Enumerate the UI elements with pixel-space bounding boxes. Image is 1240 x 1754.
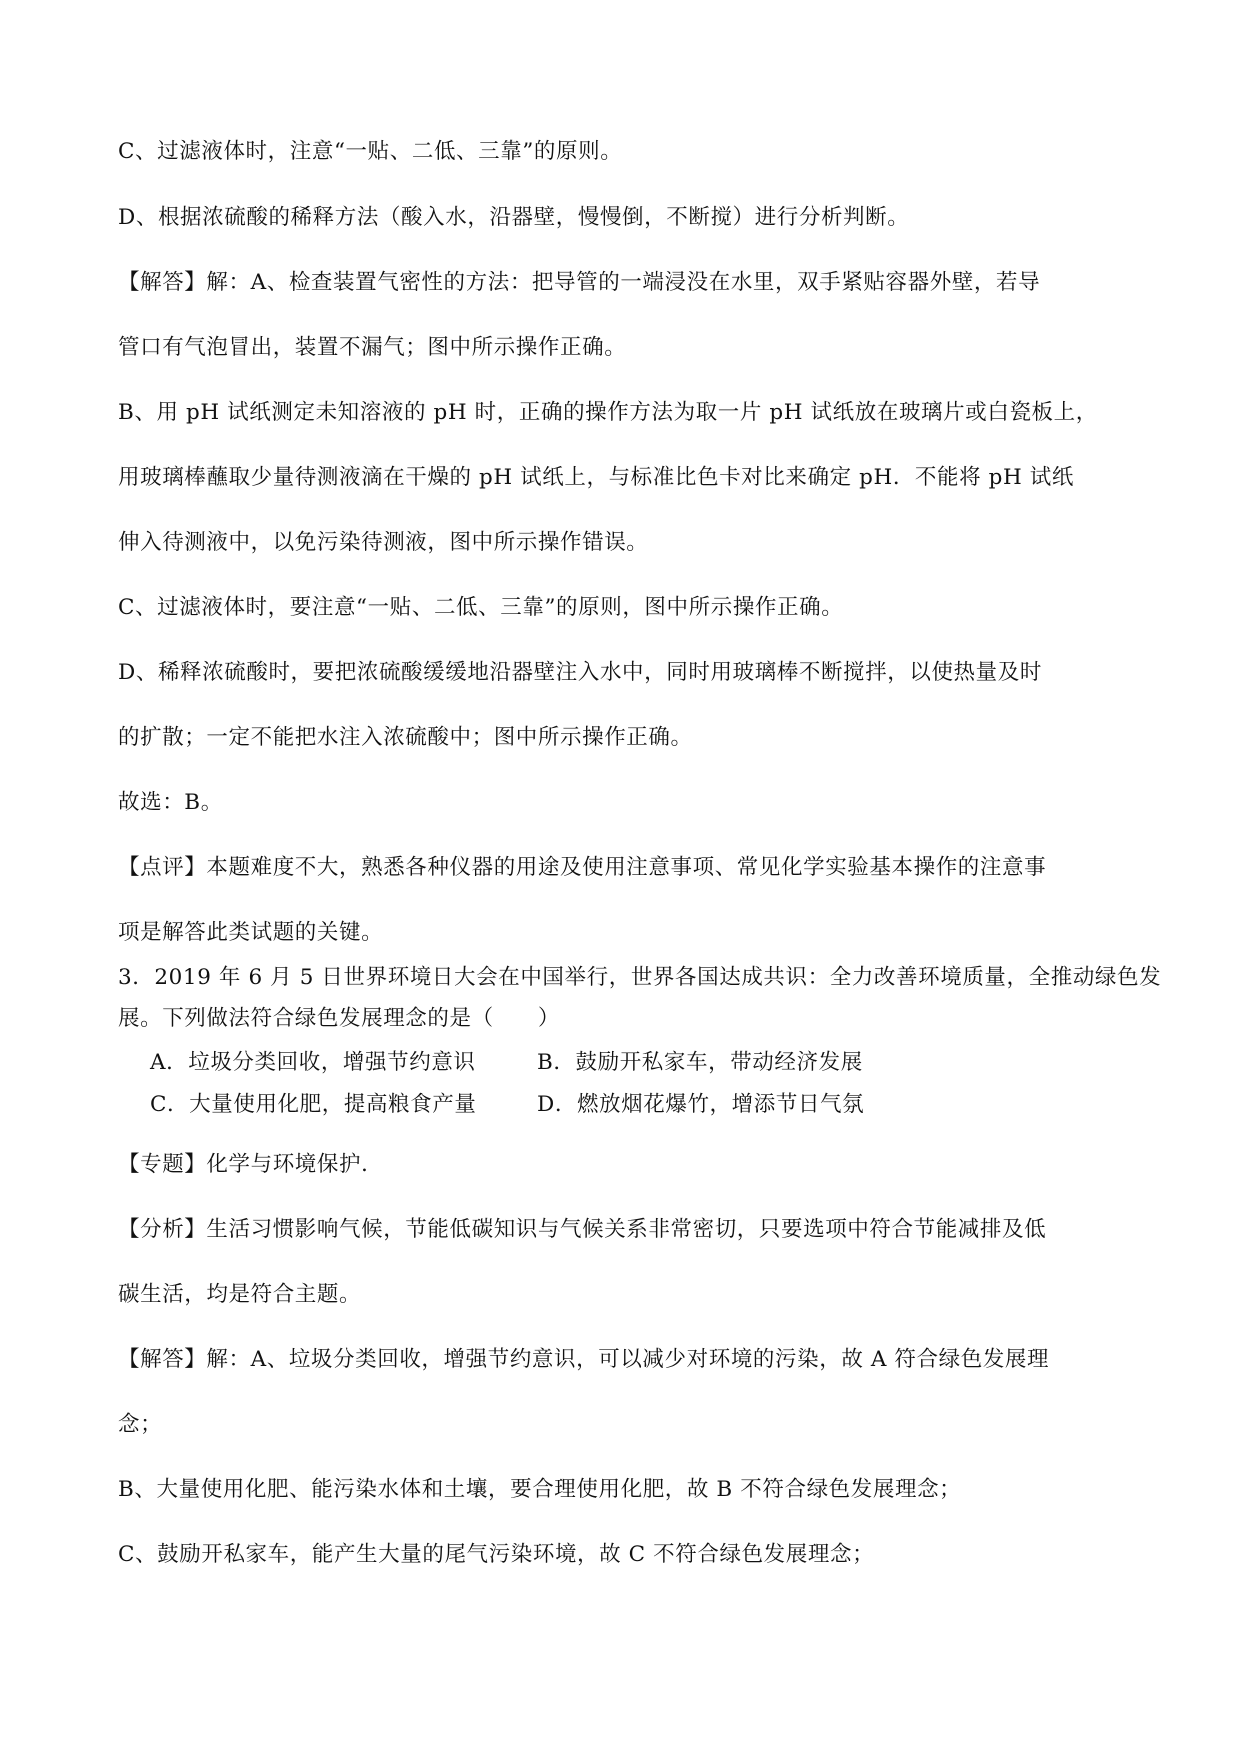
text-line: C、过滤液体时，要注意“一贴、二低、三靠”的原则，图中所示操作正确。 <box>118 595 844 620</box>
text-line: 的扩散；一定不能把水注入浓硫酸中；图中所示操作正确。 <box>118 725 693 750</box>
text-line: D、稀释浓硫酸时，要把浓硫酸缓缓地沿器壁注入水中，同时用玻璃棒不断搅拌，以使热量及时 <box>118 660 1042 685</box>
text-line: 【专题】化学与环境保护． <box>118 1152 384 1177</box>
text-line: 【分析】生活习惯影响气候，节能低碳知识与气候关系非常密切，只要选项中符合节能减排及低 <box>118 1217 1047 1242</box>
option-c: C．大量使用化肥，提高粮食产量 <box>150 1092 477 1117</box>
question-stem: 3．2019 年 6 月 5 日世界环境日大会在中国举行，世界各国达成共识：全力改善环境质量，全推动绿色发 <box>118 965 1162 990</box>
text-line: B、用 pH 试纸测定未知溶液的 pH 时，正确的操作方法为取一片 pH 试纸放在玻璃片或白瓷板上， <box>118 400 1098 425</box>
text-line: C、鼓励开私家车，能产生大量的尾气污染环境，故 C 不符合绿色发展理念； <box>118 1542 875 1567</box>
text-line: 管口有气泡冒出，装置不漏气；图中所示操作正确。 <box>118 335 627 360</box>
text-line: 【点评】本题难度不大，熟悉各种仪器的用途及使用注意事项、常见化学实验基本操作的注意事 <box>118 855 1047 880</box>
text-line: C、过滤液体时，注意“一贴、二低、三靠”的原则。 <box>118 139 623 164</box>
option-a: A．垃圾分类回收，增强节约意识 <box>150 1050 476 1075</box>
option-d: D．燃放烟花爆竹，增添节日气氛 <box>537 1092 865 1117</box>
text-line: 伸入待测液中，以免污染待测液，图中所示操作错误。 <box>118 530 649 555</box>
text-line: 故选：B。 <box>118 790 223 815</box>
text-line: 【解答】解：A、垃圾分类回收，增强节约意识，可以减少对环境的污染，故 A 符合绿色发展理 <box>118 1347 1050 1372</box>
text-line: 念； <box>118 1412 163 1437</box>
text-line: 用玻璃棒蘸取少量待测液滴在干燥的 pH 试纸上，与标准比色卡对比来确定 pH．不能将 pH 试纸 <box>118 465 1075 490</box>
text-line: 项是解答此类试题的关键。 <box>118 920 384 945</box>
text-line: 【解答】解：A、检查装置气密性的方法：把导管的一端浸没在水里，双手紧贴容器外壁，若导 <box>118 270 1041 295</box>
option-b: B．鼓励开私家车，带动经济发展 <box>537 1050 863 1075</box>
text-line: B、大量使用化肥、能污染水体和土壤，要合理使用化肥，故 B 不符合绿色发展理念； <box>118 1477 962 1502</box>
text-line: 碳生活，均是符合主题。 <box>118 1282 362 1307</box>
question-stem: 展。下列做法符合绿色发展理念的是（ ） <box>118 1006 561 1031</box>
text-line: D、根据浓硫酸的稀释方法（酸入水，沿器壁，慢慢倒，不断搅）进行分析判断。 <box>118 205 910 230</box>
